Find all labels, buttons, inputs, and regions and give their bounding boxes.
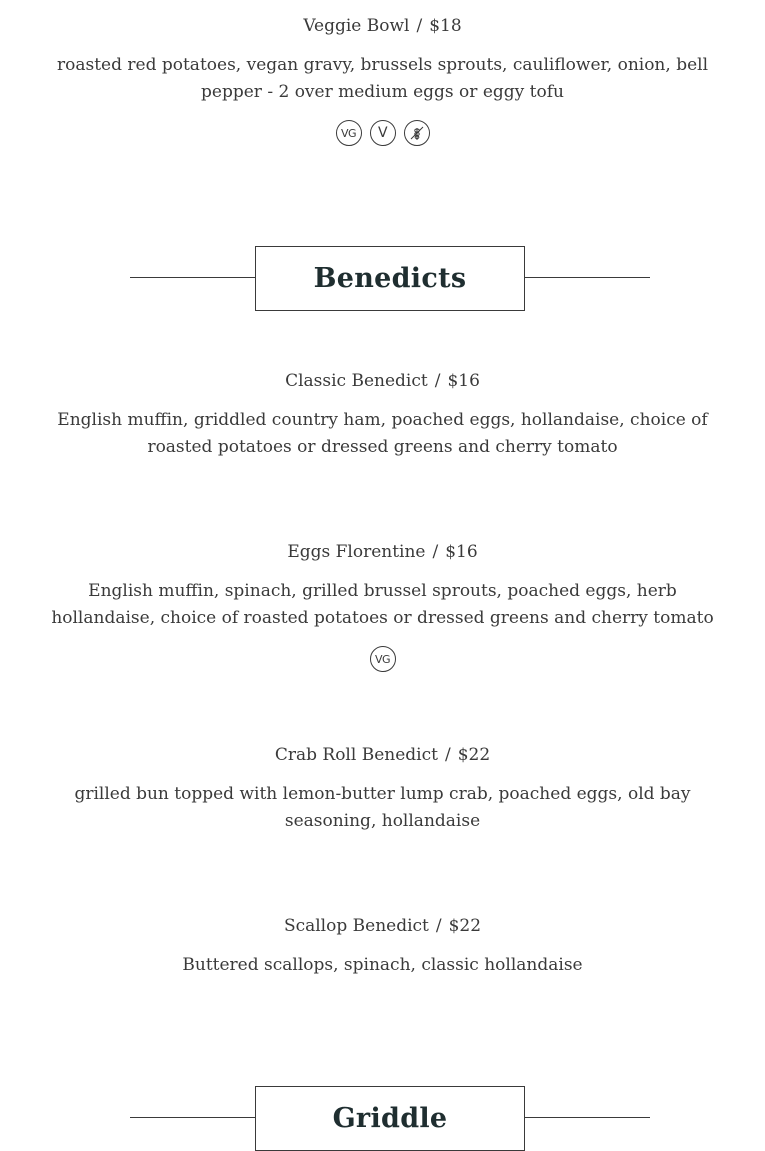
section-title: Benedicts	[313, 263, 467, 294]
item-name: Veggie Bowl	[303, 16, 410, 36]
item-title	[0, 914, 765, 938]
dietary-icons	[0, 120, 765, 146]
item-price: $16	[445, 542, 478, 562]
item-title	[0, 743, 765, 767]
menu-item-scallop-benedict	[0, 914, 765, 979]
vegan-icon: V	[370, 120, 396, 146]
item-price: $22	[457, 745, 491, 765]
price-separator: /	[435, 916, 442, 936]
item-price: $22	[448, 916, 482, 936]
item-description: Buttered scallops, spinach, classic hollandaise	[182, 955, 583, 975]
menu-item-eggs-florentine	[0, 540, 765, 672]
menu-item-crab-roll-benedict	[0, 743, 765, 835]
price-separator: /	[416, 16, 423, 36]
price-separator: /	[432, 542, 439, 562]
item-title	[0, 14, 765, 38]
section-title-box	[255, 246, 525, 311]
item-description: English muffin, griddled country ham, poached eggs, hollandaise, choice of roasted potatoes or dressed greens and cherry tomato	[57, 410, 708, 457]
vegetarian-icon: VG	[370, 646, 396, 672]
dietary-icons	[0, 646, 765, 672]
item-price: $16	[447, 371, 480, 391]
vegetarian-icon: VG	[336, 120, 362, 146]
menu-item-classic-benedict	[0, 369, 765, 461]
item-name: Scallop Benedict	[283, 916, 429, 936]
item-name: Eggs Florentine	[287, 542, 426, 562]
section-title-box	[255, 1086, 525, 1151]
item-title	[0, 369, 765, 393]
item-description: grilled bun topped with lemon-butter lump crab, poached eggs, old bay seasoning, hollandaise	[74, 784, 691, 831]
section-title: Griddle	[332, 1103, 448, 1134]
section-header-benedicts	[0, 246, 765, 311]
gluten-free-icon	[404, 120, 430, 146]
item-description: English muffin, spinach, grilled brussel sprouts, poached eggs, herb hollandaise, choice of roasted potatoes or dressed greens and cherry tomato	[51, 581, 714, 628]
price-separator: /	[444, 745, 451, 765]
item-name: Classic Benedict	[285, 371, 428, 391]
item-title	[0, 540, 765, 564]
item-description: roasted red potatoes, vegan gravy, brussels sprouts, cauliflower, onion, bell pepper - 2 over medium eggs or eggy tofu	[56, 55, 709, 102]
price-separator: /	[434, 371, 441, 391]
section-header-griddle	[0, 1086, 765, 1151]
item-price: $18	[429, 16, 462, 36]
item-name: Crab Roll Benedict	[274, 745, 438, 765]
menu-item-veggie-bowl	[0, 14, 765, 146]
